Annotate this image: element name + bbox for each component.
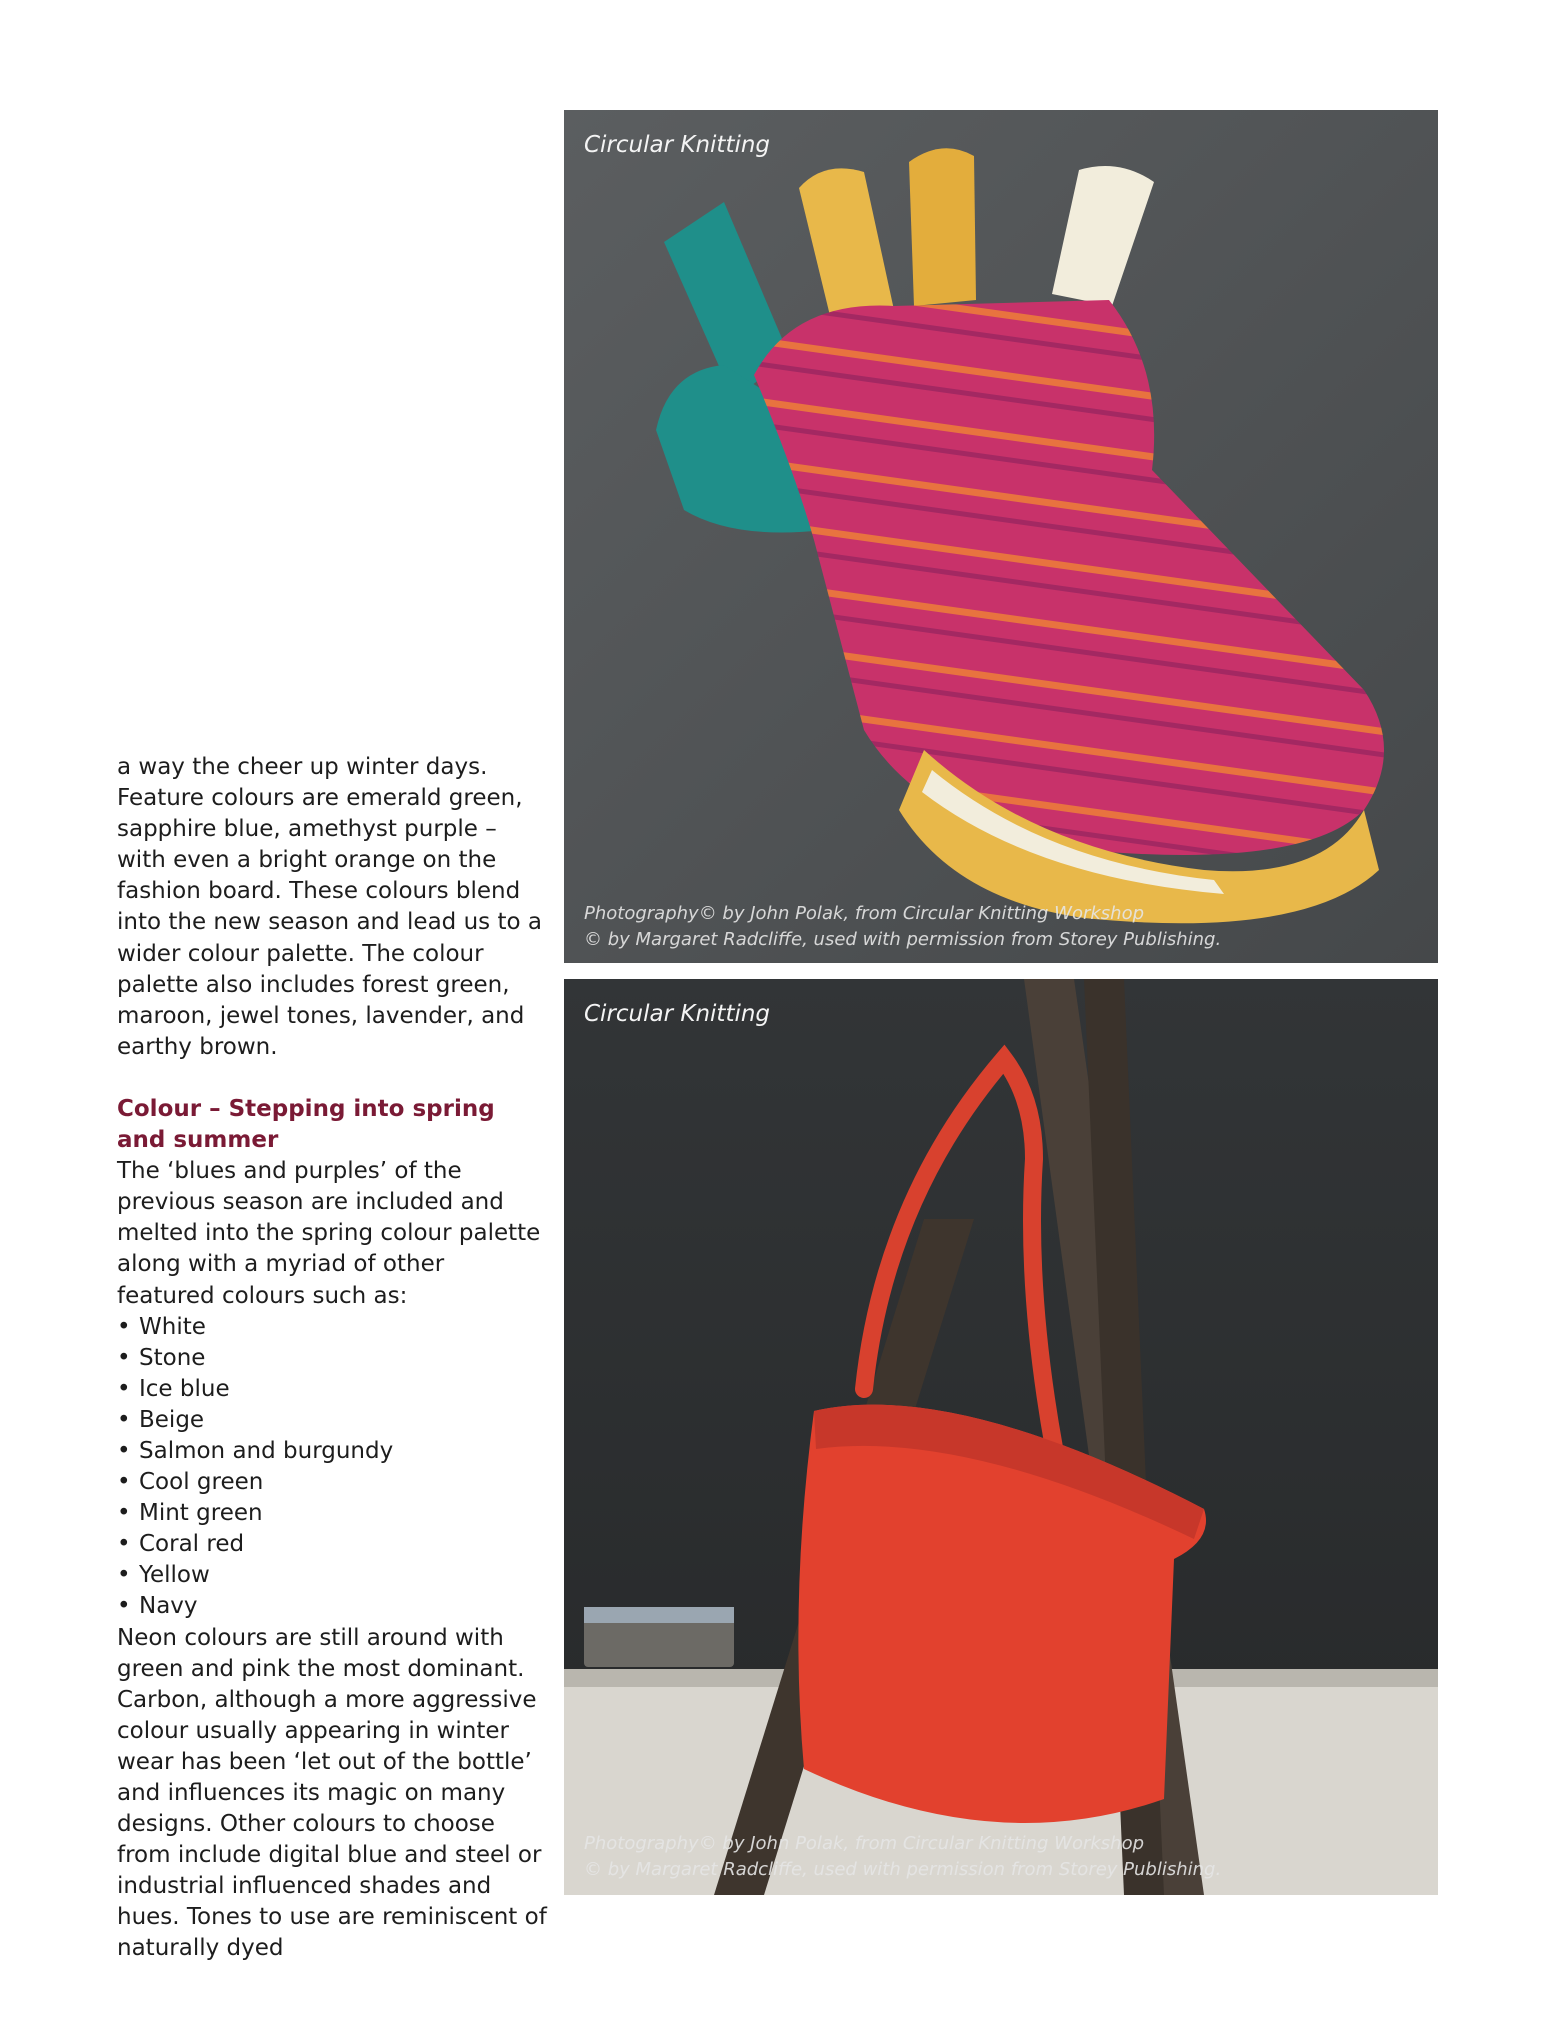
list-item-label: Yellow: [139, 1562, 210, 1589]
list-item-label: Salmon and burgundy: [139, 1437, 394, 1464]
photo-label: Circular Knitting: [584, 132, 771, 158]
list-item: [117, 1312, 547, 1343]
bullet-icon: •: [117, 1406, 131, 1433]
list-item: [117, 1560, 547, 1591]
bag-photo: [564, 979, 1438, 1895]
closing-paragraph: Neon colours are still around with green and pink the most dominant. Carbon, although a more aggressive colour usually appearing in winter wear has been ‘let out of the bottle’ and influences its magic on many designs. Other colours to choose from include digital blue and steel or industrial influenced shades and hues. Tones to use are reminiscent of naturally dyed: [117, 1624, 547, 1962]
list-item-label: Mint green: [139, 1500, 263, 1527]
list-item-label: Stone: [139, 1344, 206, 1371]
credit-line: Photography© by John Polak, from Circular Knitting Workshop: [584, 903, 1145, 924]
list-item: [117, 1467, 547, 1498]
section-heading: Colour – Stepping into spring and summer: [117, 1095, 495, 1154]
list-item: [117, 1374, 547, 1405]
bullet-icon: •: [117, 1375, 131, 1402]
bullet-icon: •: [117, 1500, 131, 1527]
photo-credit: [584, 901, 1221, 953]
glove-illustration: [564, 110, 1438, 963]
bullet-icon: •: [117, 1562, 131, 1589]
intro-paragraph: a way the cheer up winter days. Feature colours are emerald green, sapphire blue, amethyst purple – with even a bright orange on the fashion board. These colours blend into the new season and lead us to a wider colour palette. The colour palette also includes forest green, maroon, jewel tones, lavender, and earthy brown.: [117, 754, 542, 1060]
list-item: [117, 1498, 547, 1529]
bullet-icon: •: [117, 1531, 131, 1558]
article-text-column: [117, 752, 547, 1965]
colour-list: [117, 1312, 547, 1623]
glove-photo: [564, 110, 1438, 963]
list-item: [117, 1436, 547, 1467]
credit-line: © by Margaret Radcliffe, used with permission from Storey Publishing.: [584, 1859, 1222, 1880]
list-item: [117, 1529, 547, 1560]
list-item-label: Beige: [139, 1406, 205, 1433]
photo-credit: [584, 1831, 1221, 1883]
bag-illustration: [564, 979, 1438, 1895]
photo-label: Circular Knitting: [584, 1001, 771, 1027]
list-item-label: Cool green: [139, 1469, 264, 1496]
lead-paragraph: The ‘blues and purples’ of the previous season are included and melted into the spring colour palette along with a myriad of other featured colours such as:: [117, 1158, 541, 1309]
paragraph-spacer: [117, 1063, 547, 1094]
bullet-icon: •: [117, 1437, 131, 1464]
credit-line: Photography© by John Polak, from Circular Knitting Workshop: [584, 1833, 1145, 1854]
bullet-icon: •: [117, 1593, 131, 1620]
list-item-label: White: [139, 1313, 206, 1340]
list-item-label: Coral red: [139, 1531, 245, 1558]
bullet-icon: •: [117, 1344, 131, 1371]
list-item: [117, 1405, 547, 1436]
bullet-icon: •: [117, 1313, 131, 1340]
bullet-icon: •: [117, 1469, 131, 1496]
list-item-label: Ice blue: [139, 1375, 230, 1402]
list-item-label: Navy: [139, 1593, 198, 1620]
credit-line: © by Margaret Radcliffe, used with permission from Storey Publishing.: [584, 929, 1222, 950]
list-item: [117, 1343, 547, 1374]
list-item: [117, 1591, 547, 1622]
